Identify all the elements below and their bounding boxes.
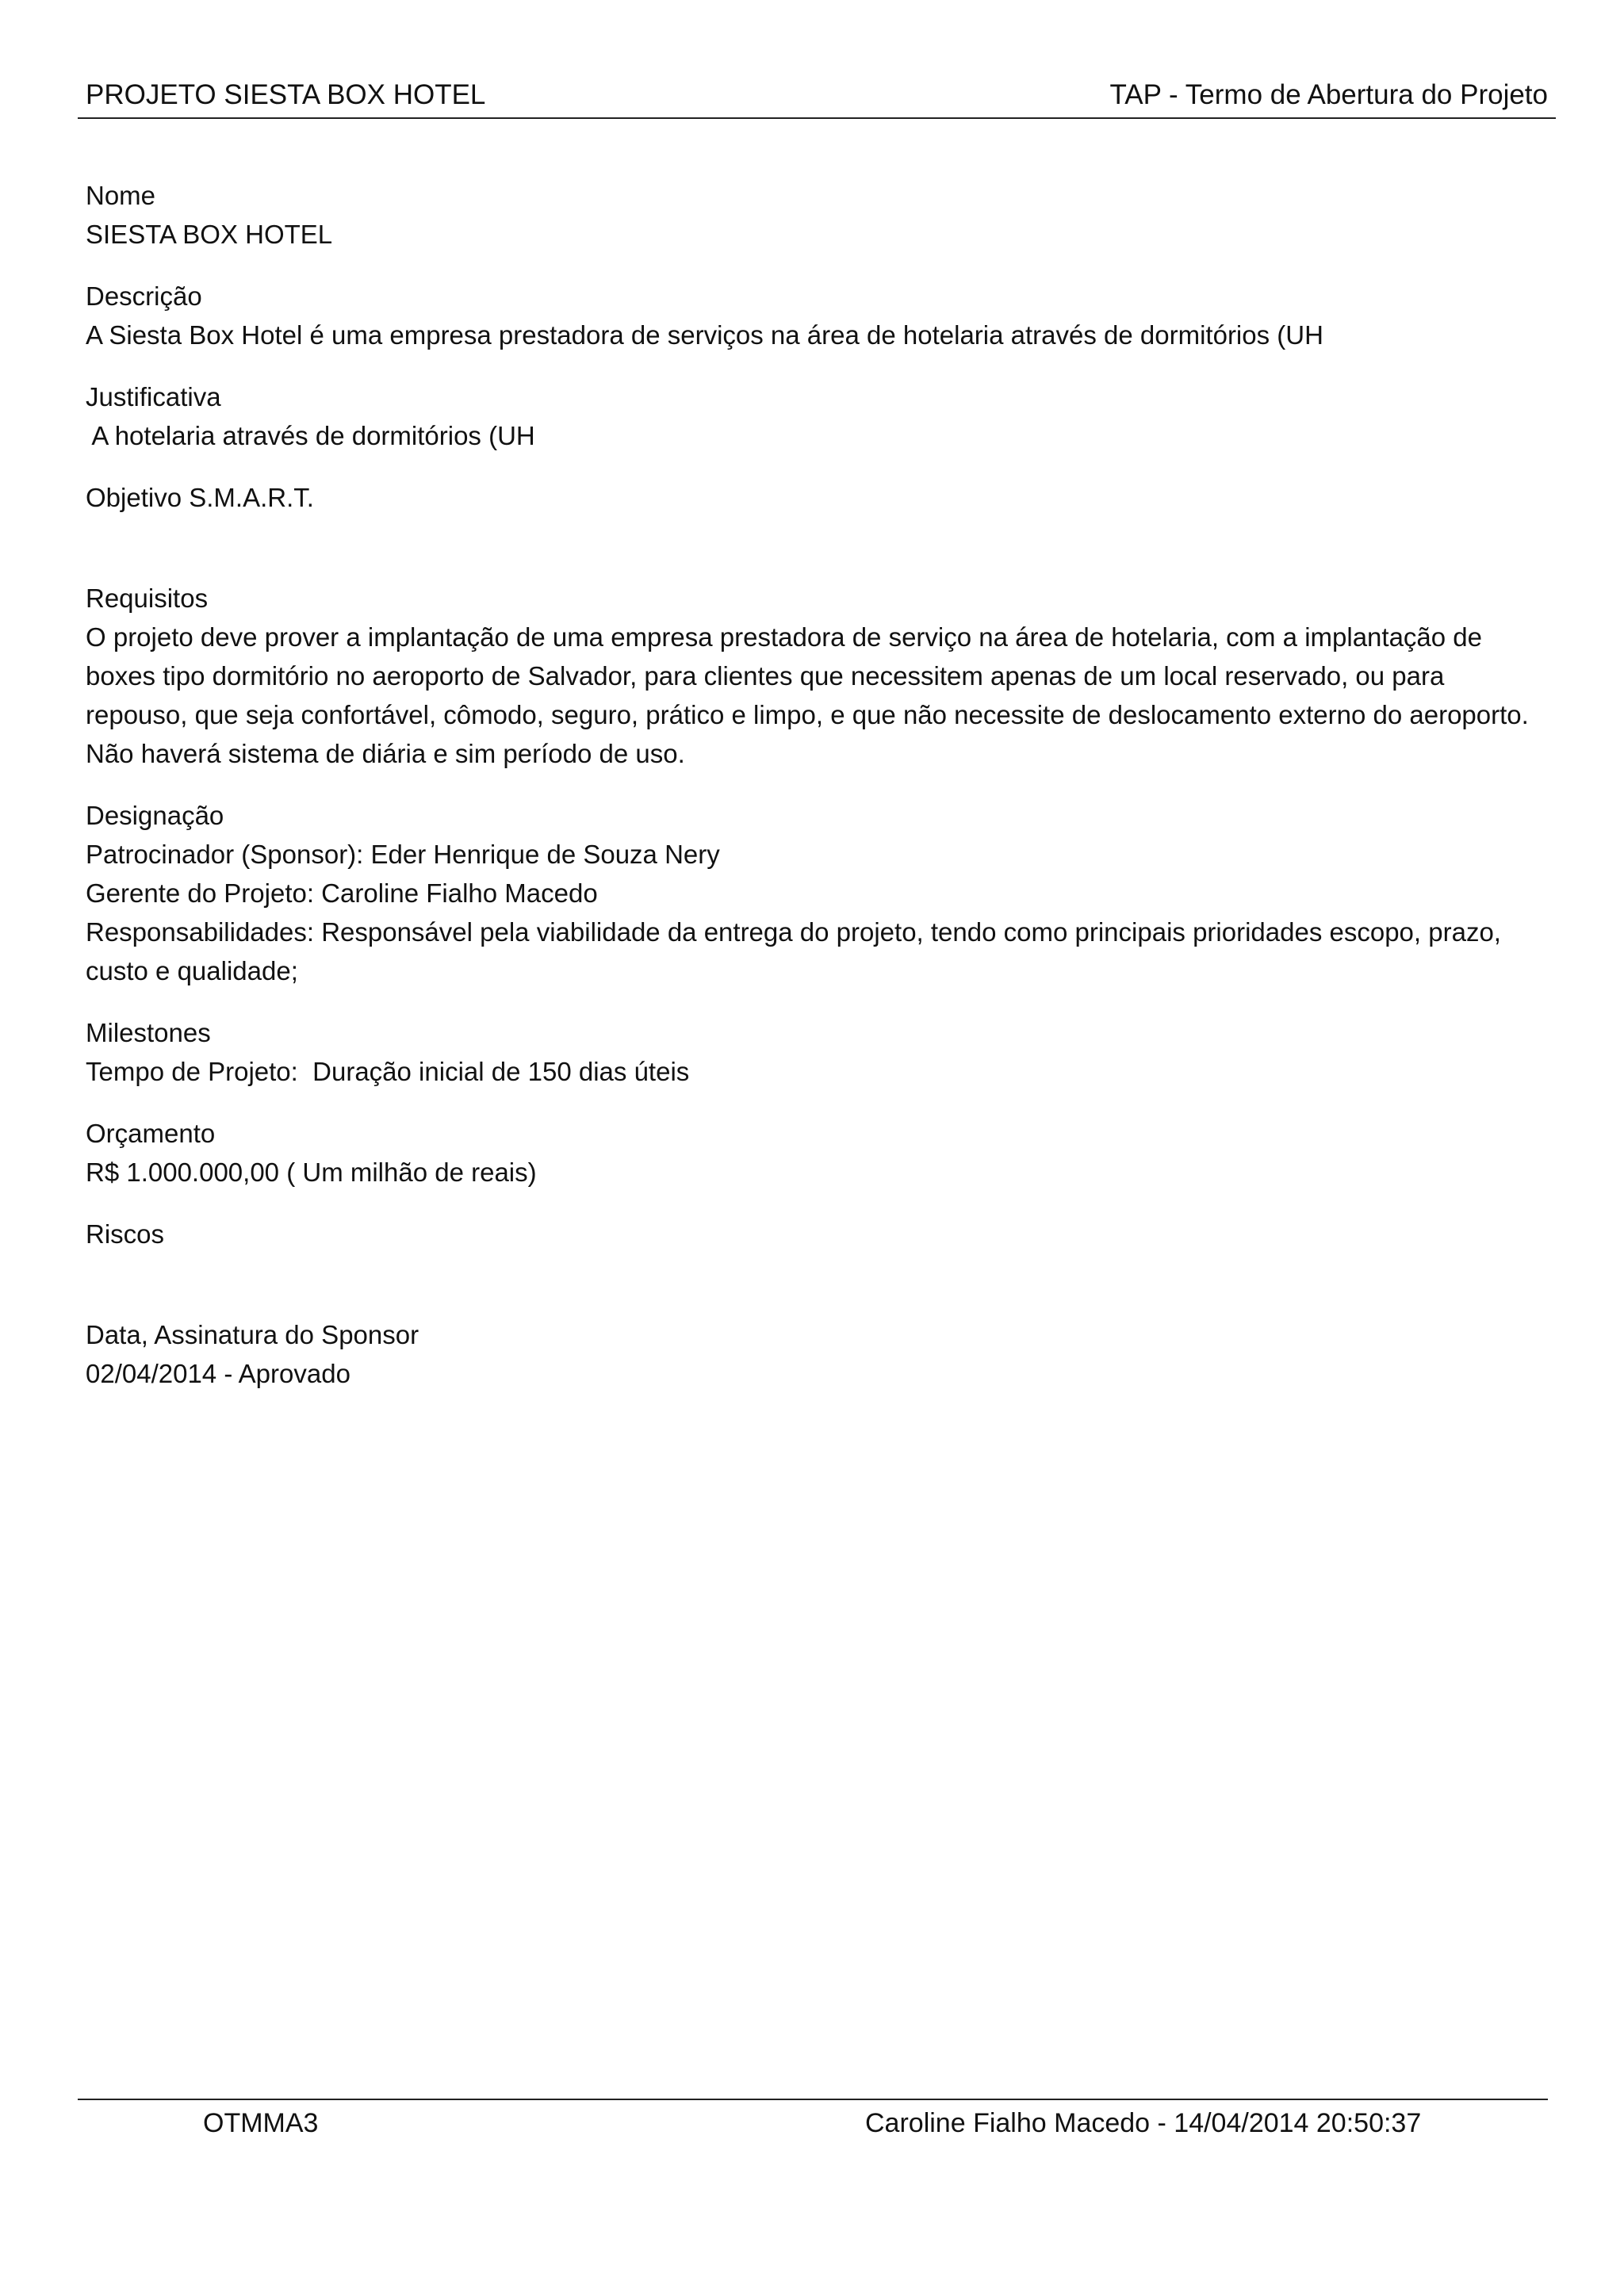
objetivo-label: Objetivo S.M.A.R.T. bbox=[86, 483, 314, 512]
justificativa-label: Justificativa bbox=[86, 382, 221, 411]
nome-value: SIESTA BOX HOTEL bbox=[86, 220, 333, 249]
orcamento-label: Orçamento bbox=[86, 1119, 216, 1148]
responsabilidades-line: Responsabilidades: Responsável pela viabilidade da entrega do projeto, tendo como principais prioridades escopo, prazo, custo e qualidade; bbox=[86, 917, 1501, 985]
assinatura-value: 02/04/2014 - Aprovado bbox=[86, 1359, 350, 1388]
requisitos-value: O projeto deve prover a implantação de uma empresa prestadora de serviço na área de hotelaria, com a implantação de boxes tipo dormitório no aeroporto de Salvador, para clientes que necessitem apenas de um local reservado, ou para repouso, que seja confortável, cômodo, seguro, prático e limpo, e que não necessite de deslocamento externo do aeroporto. Não haverá sistema de diária e sim período de uso. bbox=[86, 622, 1529, 768]
assinatura-label: Data, Assinatura do Sponsor bbox=[86, 1320, 419, 1349]
document-type: TAP - Termo de Abertura do Projeto bbox=[1109, 79, 1548, 110]
footer-code: OTMMA3 bbox=[203, 2108, 319, 2138]
footer-author-timestamp: Caroline Fialho Macedo - 14/04/2014 20:50:37 bbox=[865, 2108, 1422, 2138]
milestones-value: Tempo de Projeto: Duração inicial de 150 dias úteis bbox=[86, 1057, 690, 1086]
section-milestones bbox=[86, 1013, 1545, 1091]
section-designacao bbox=[86, 796, 1545, 990]
requisitos-label: Requisitos bbox=[86, 584, 209, 613]
orcamento-value: R$ 1.000.000,00 ( Um milhão de reais) bbox=[86, 1158, 537, 1187]
section-justificativa bbox=[86, 377, 1545, 455]
section-riscos bbox=[86, 1215, 1545, 1253]
page-header bbox=[78, 73, 1556, 119]
nome-label: Nome bbox=[86, 181, 156, 210]
riscos-label: Riscos bbox=[86, 1219, 165, 1249]
descricao-value: A Siesta Box Hotel é uma empresa prestadora de serviços na área de hotelaria através de dormitórios (UH bbox=[86, 320, 1323, 350]
section-orcamento bbox=[86, 1114, 1545, 1192]
page-footer bbox=[78, 2099, 1548, 2145]
section-nome bbox=[86, 176, 1545, 254]
milestones-label: Milestones bbox=[86, 1018, 211, 1047]
descricao-label: Descrição bbox=[86, 281, 202, 311]
designacao-label: Designação bbox=[86, 801, 224, 830]
section-descricao bbox=[86, 277, 1545, 354]
sponsor-line: Patrocinador (Sponsor): Eder Henrique de Souza Nery bbox=[86, 840, 720, 869]
gerente-line: Gerente do Projeto: Caroline Fialho Macedo bbox=[86, 878, 598, 908]
section-requisitos bbox=[86, 579, 1545, 773]
document-body bbox=[86, 176, 1545, 1416]
section-objetivo bbox=[86, 478, 1545, 517]
justificativa-value: A hotelaria através de dormitórios (UH bbox=[86, 421, 535, 450]
project-title: PROJETO SIESTA BOX HOTEL bbox=[86, 79, 486, 110]
section-assinatura bbox=[86, 1315, 1545, 1393]
